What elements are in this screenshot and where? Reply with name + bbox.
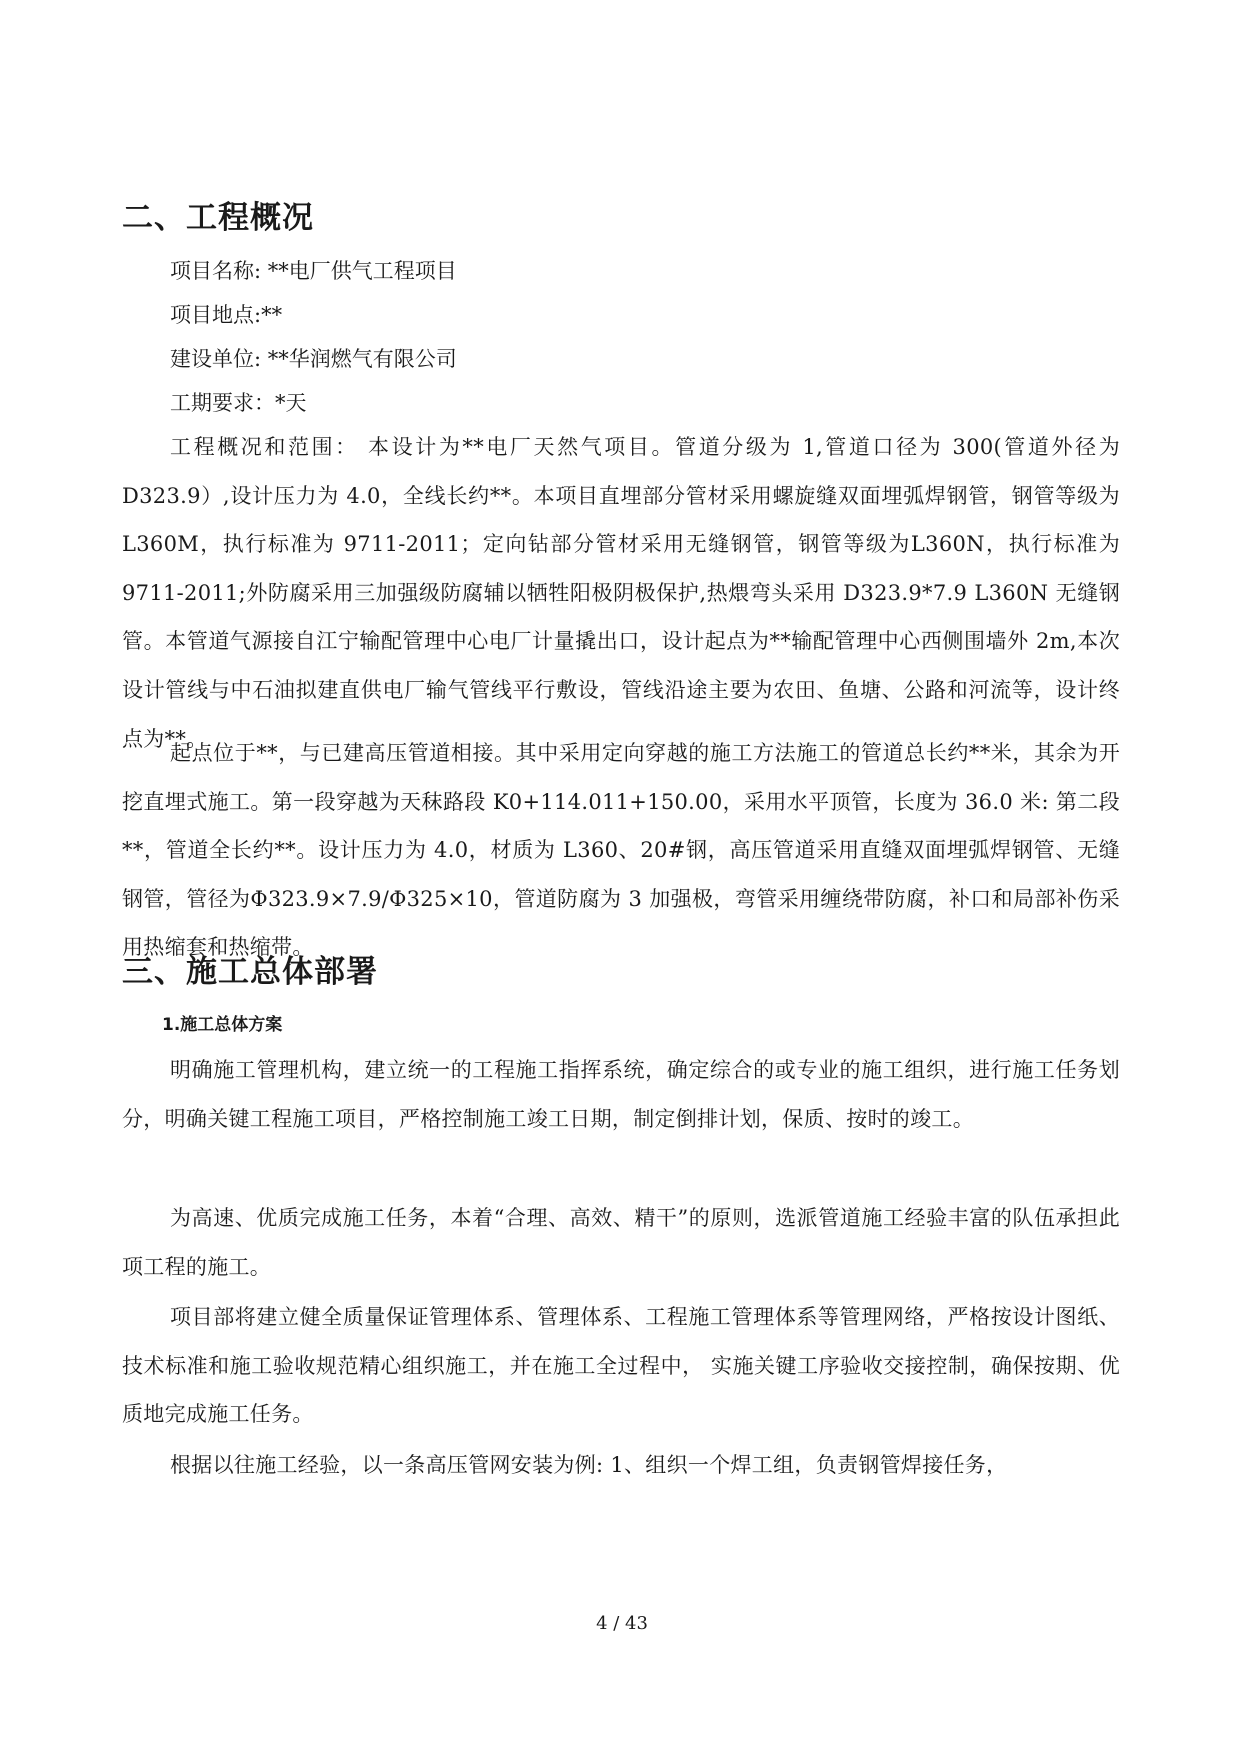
section-heading-project-overview: 二、工程概况	[122, 200, 314, 236]
document-page	[122, 0, 1122, 1755]
body-paragraph: 项目部将建立健全质量保证管理体系、管理体系、工程施工管理体系等管理网络，严格按设计图纸、技术标准和施工验收规范精心组织施工，并在施工全过程中， 实施关键工序验收交接控制，确保按期、优质地完成施工任务。	[122, 1305, 1120, 1427]
schedule-line: 工期要求：*天	[170, 391, 307, 415]
project-name-line: 项目名称: **电厂供气工程项目	[170, 259, 457, 283]
project-overview-paragraph: 工程概况和范围： 本设计为**电厂天然气项目。管道分级为 1,管道口径为 300(管道外径为 D323.9）,设计压力为 4.0，全线长约**。本项目直埋部分管材采用螺旋缝双面埋弧焊钢管，钢管等级为 L360M，执行标准为 9711-2011；定向钻部分管材采用无缝钢管，钢管等级为L360N，执行标准为 9711-2011;外防腐采用三加强级防腐辅以牺牲阳极阴极保护,热煨弯头采用 D323.9*7.9 L360N 无缝钢管。本管道气源接自江宁输配管理中心电厂计量撬出口，设计起点为**输配管理中心西侧围墙外 2m,本次设计管线与中石油拟建直供电厂输气管线平行敷设，管线沿途主要为农田、鱼塘、公路和河流等，设计终点为**。	[122, 435, 1120, 751]
start-point-paragraph: 起点位于**，与已建高压管道相接。其中采用定向穿越的施工方法施工的管道总长约**米，其余为开挖直埋式施工。第一段穿越为天秣路段 K0+114.011+150.00，采用水平顶管，长度为 36.0 米: 第二段**，管道全长约**。设计压力为 4.0，材质为 L360、20#钢，高压管道采用直缝双面埋弧焊钢管、无缝钢管，管径为Φ323.9×7.9/Φ325×10，管道防腐为 3 加强极，弯管采用缠绕带防腐，补口和局部补伤采用热缩套和热缩带。	[122, 741, 1120, 960]
body-paragraph: 根据以往施工经验，以一条高压管网安装为例: 1、组织一个焊工组，负责钢管焊接任务，	[170, 1453, 1008, 1477]
builder-line: 建设单位: **华润燃气有限公司	[170, 347, 457, 371]
section-heading-construction-deployment: 三、施工总体部署	[122, 954, 378, 990]
body-paragraph: 为高速、优质完成施工任务，本着“合理、高效、精干”的原则，选派管道施工经验丰富的队伍承担此项工程的施工。	[122, 1206, 1120, 1279]
subheading-overall-plan: 1.施工总体方案	[162, 1015, 283, 1035]
page-number: 4 / 43	[596, 1613, 648, 1634]
body-paragraph: 明确施工管理机构，建立统一的工程施工指挥系统，确定综合的或专业的施工组织，进行施工任务划分，明确关键工程施工项目，严格控制施工竣工日期，制定倒排计划，保质、按时的竣工。	[122, 1058, 1120, 1131]
project-location-line: 项目地点:**	[170, 303, 283, 327]
